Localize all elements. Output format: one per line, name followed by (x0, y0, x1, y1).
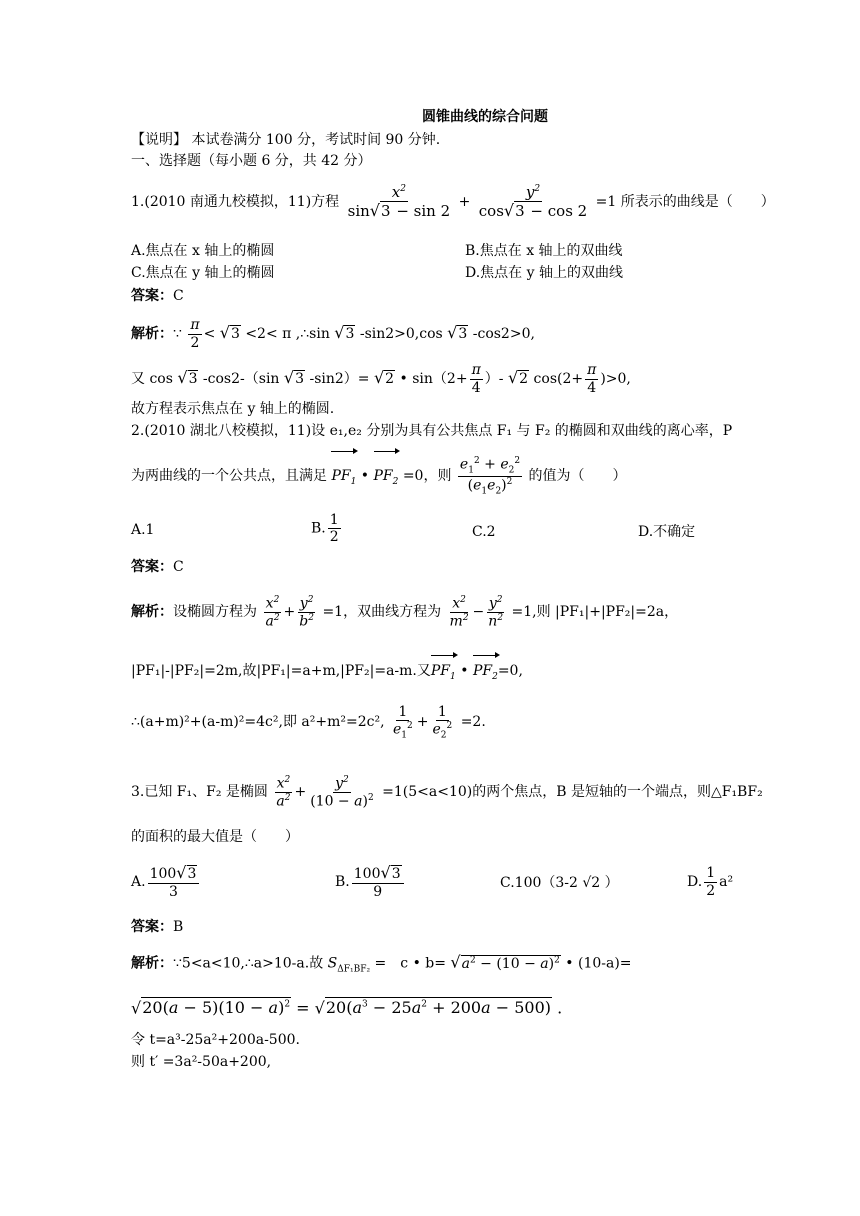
q3-answer: 答案：B (131, 919, 184, 935)
q1-analysis-2: 又 cos √3 -cos2-（sin √3 -sin2）= √2 • sin（2+ $\frac{\pi}{4}$ ）- √2 cos(2+ $\frac{\pi}{4}$ )>0, (131, 362, 631, 396)
q2-analysis-2: |PF₁|-|PF₂|=2m,故|PF₁|=a+m,|PF₂|=a-m.又$PF_1$ • $PF_2=0$, (131, 658, 523, 690)
q2-option-c: C.2 (472, 524, 496, 540)
q3-option-b: B. $\frac{100√3}{9}$ (335, 860, 406, 904)
q2-option-a: A.1 (131, 522, 155, 538)
q1-prefix: 1.(2010 南通九校模拟，11)方程 (131, 194, 340, 210)
q3-option-d: D. $\frac{1}{2}$ a² (687, 865, 734, 899)
question-2-line-1: 2.(2010 湖北八校模拟，11)设 e₁,e₂ 分别为具有公共焦点 F₁ 与 F₂ 的椭圆和双曲线的离心率，P (131, 423, 733, 439)
q1-suffix: =1 所表示的曲线是（ ） (595, 194, 775, 210)
question-3-line-1: 3.已知 F₁、F₂ 是椭圆 $\frac{x^2}{a^2}$ + $\frac{y^2}{(10 - a)^2}$ =1(5<a<10)的两个焦点，B 是短轴的一个端点，则△F₁BF₂ (131, 774, 763, 810)
q2-analysis-1: 解析：设椭圆方程为 $\frac{x^2}{a^2}$ + $\frac{y^2}{b^2}$ =1，双曲线方程为 $\frac{x^2}{m^2}$ − $\frac{y^2}{n^2}$ =1,则 |PF₁|+|PF₂|=2a， (131, 594, 679, 630)
q1-answer: 答案：C (131, 288, 184, 304)
q3-analysis-3: 令 t=a³-25a²+200a-500. (131, 1032, 300, 1048)
question-2-line-2: 为两曲线的一个公共点，且满足 $PF_1$ • $PF_2 =0$，则 $\frac{e_1^2 + e_2^2}{(e_1e_2)^2}$ 的值为（ ） (131, 454, 627, 504)
section-heading: 一、选择题（每小题 6 分，共 42 分） (131, 153, 372, 169)
exam-note: 【说明】 本试卷满分 100 分，考试时间 90 分钟. (131, 132, 441, 148)
q2-analysis-3: ∴(a+m)²+(a-m)²=4c²,即 a²+m²=2c², $\frac{1}{e_1^2}$ + $\frac{1}{e_2^2}$ =2. (131, 703, 486, 741)
q3-analysis-4: 则 t′ =3a²-50a+200, (131, 1054, 272, 1070)
q2-answer: 答案：C (131, 559, 184, 575)
q2-option-d: D.不确定 (638, 524, 696, 540)
q1-option-d: D.焦点在 y 轴上的双曲线 (465, 265, 623, 281)
q1-fraction-y: $\frac{y^2}{\cos√3 - \cos 2}$ (478, 182, 588, 220)
q3-analysis-2: $√20(a - 5)(10 - a)^2 = √20(a^3 - 25a^2 + 200a - 500)$ . (131, 998, 563, 1018)
q3-option-c: C.100（3-2 √2 ） (500, 875, 619, 891)
q2-option-b: B. $\frac{1}{2}$ (311, 512, 339, 546)
question-1: 1.(2010 南通九校模拟，11)方程 $\frac{x^2}{\sin√3 - \sin 2}$ + $\frac{y^2}{\cos√3 - \cos 2}$ =1 所表示的曲线是（ ） (131, 182, 775, 220)
q1-analysis-1: 解析：∵ $\frac{\pi}{2}$ < √3 <2< π ,∴sin √3 -sin2>0,cos √3 -cos2>0, (131, 317, 535, 351)
q1-option-c: C.焦点在 y 轴上的椭圆 (131, 265, 275, 281)
q3-analysis-1: 解析：∵5<a<10,∴a>10-a.故 $S_{\Delta F_1BF_2}$ = c • $b= √a^2 - (10 - a)^2$ • (10-a)= (131, 952, 632, 975)
question-3-line-2: 的面积的最大值是（ ） (131, 829, 299, 845)
q1-option-b: B.焦点在 x 轴上的双曲线 (465, 243, 623, 259)
q3-option-a: A. $\frac{100√3}{3}$ (131, 860, 201, 904)
q1-option-a: A.焦点在 x 轴上的椭圆 (131, 243, 275, 259)
q1-analysis-3: 故方程表示焦点在 y 轴上的椭圆. (131, 401, 335, 417)
q1-fraction-x: $\frac{x^2}{\sin√3 - \sin 2}$ (347, 182, 451, 220)
page-title: 圆锥曲线的综合问题 (422, 109, 548, 125)
